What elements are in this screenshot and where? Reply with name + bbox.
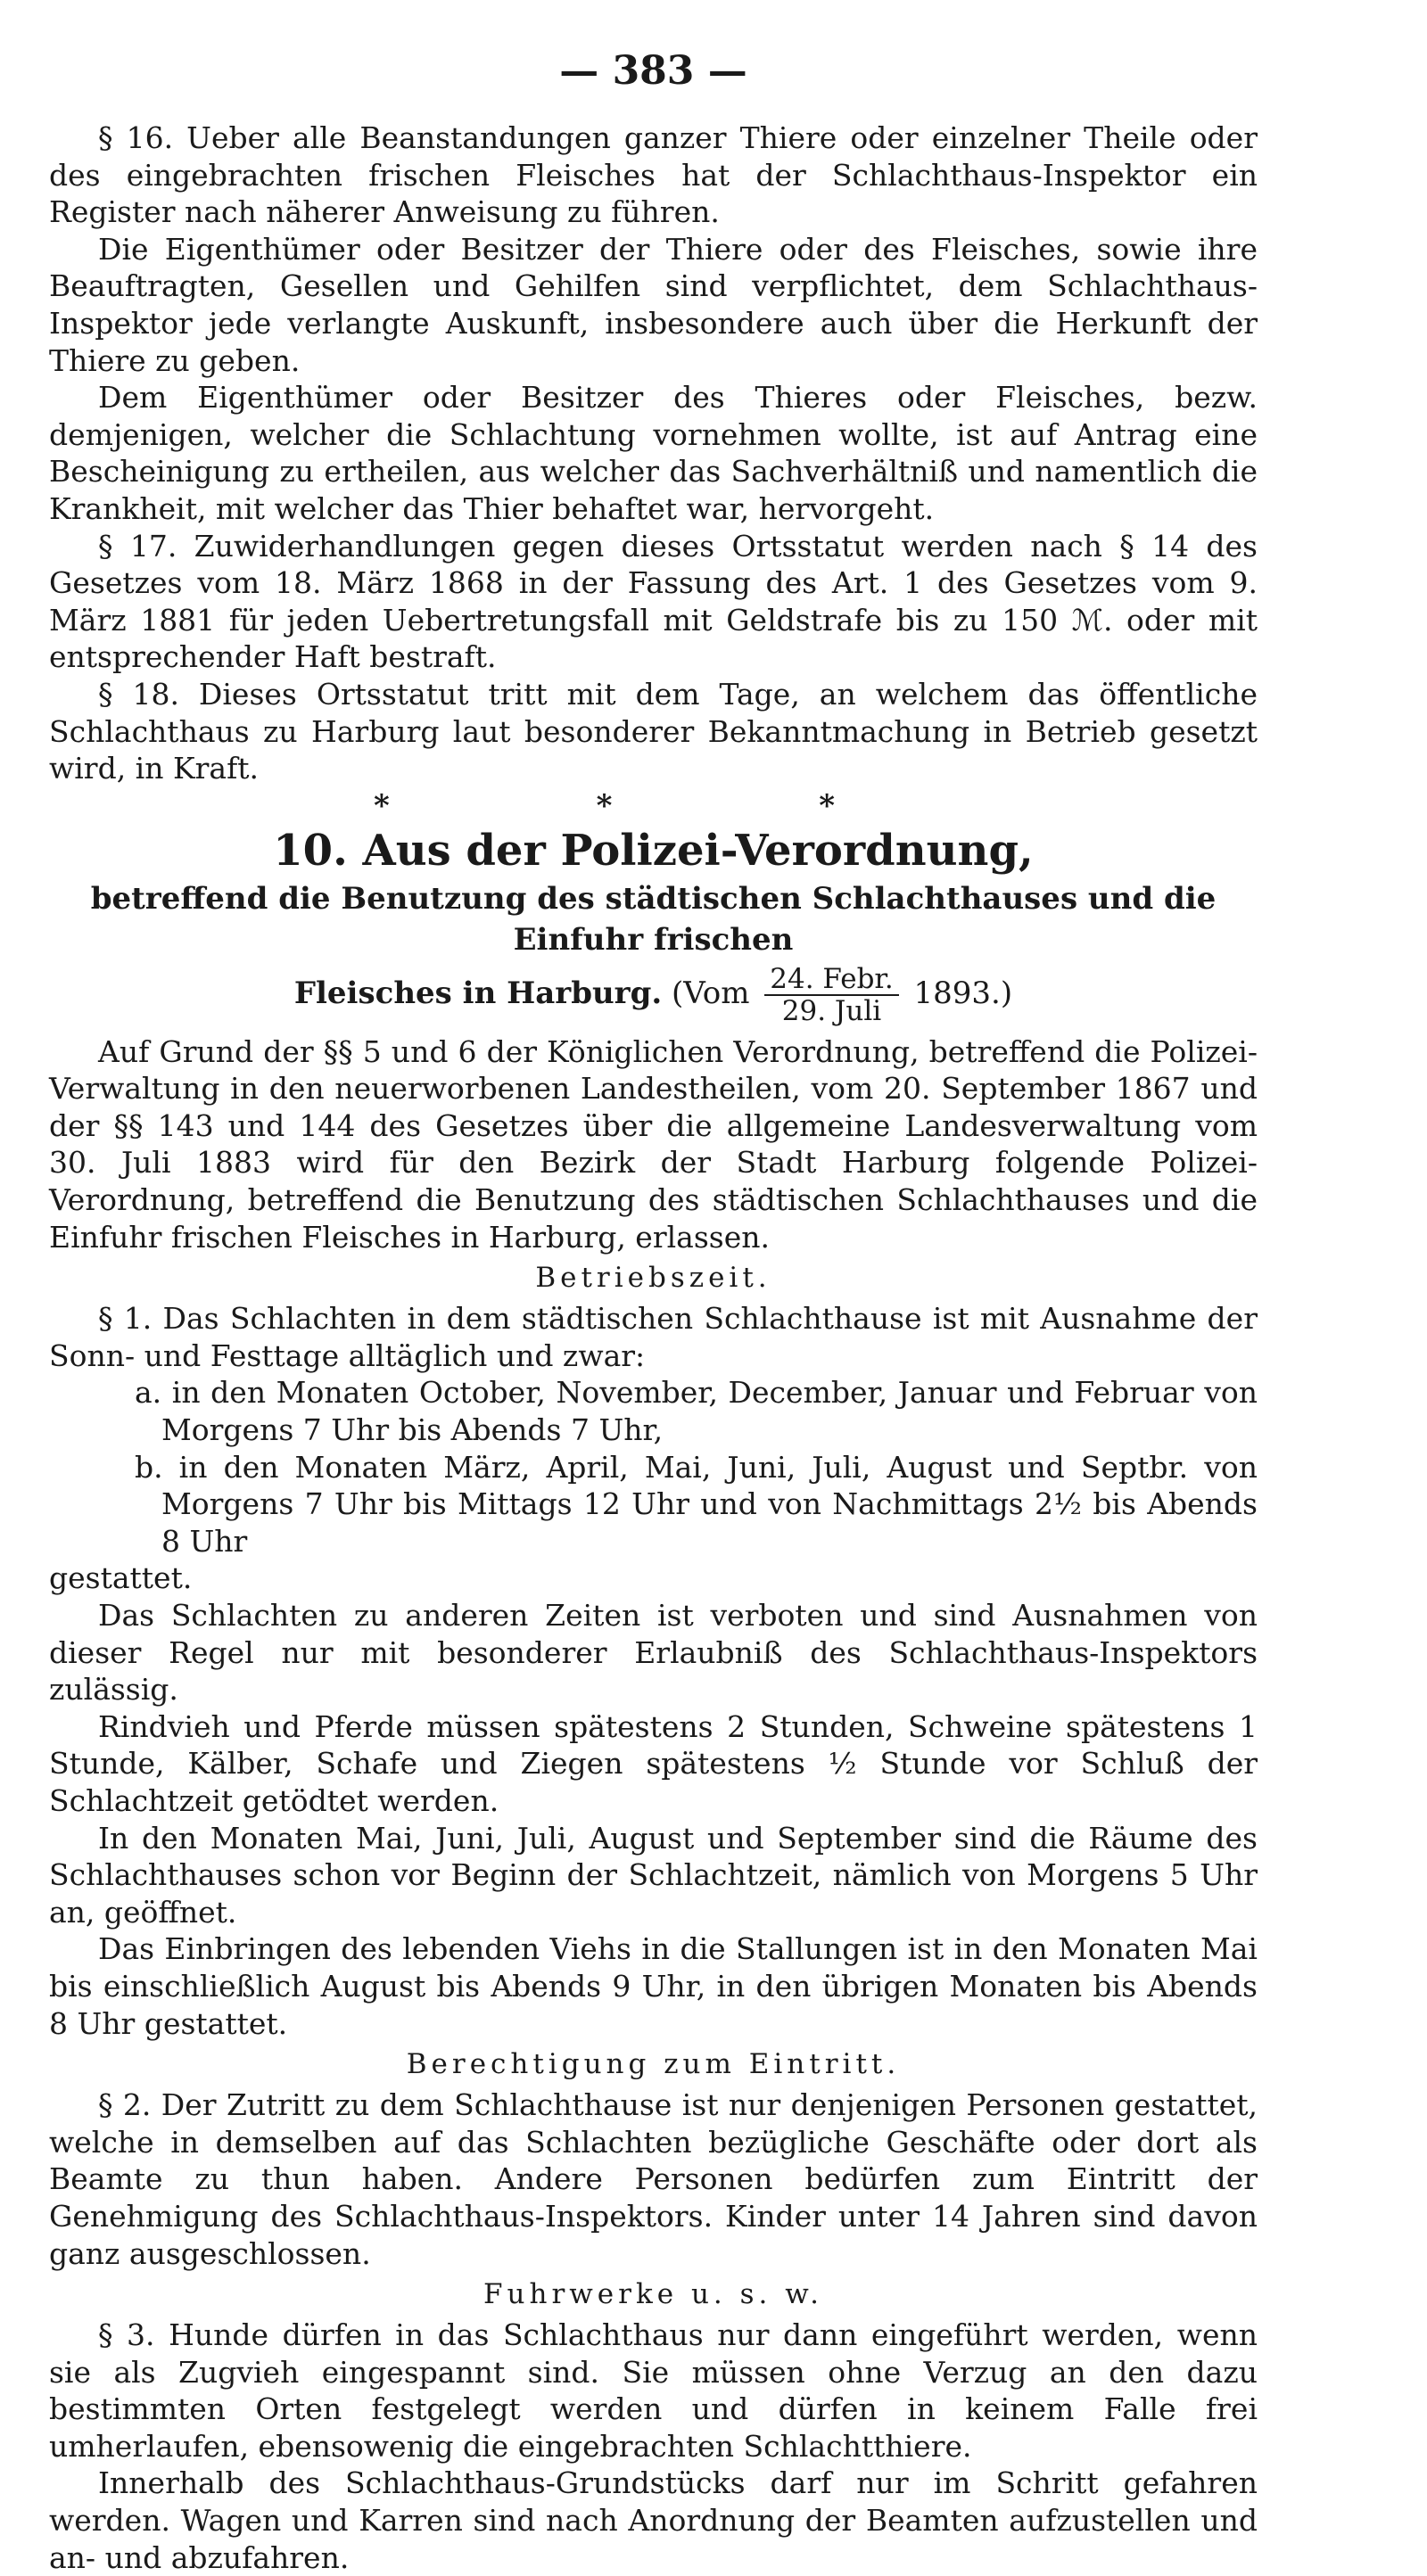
section-subheading: betreffend die Benutzung des städtischen Schlachthauses und die Einfuhr frischen: [90, 880, 1217, 958]
paragraph-2: § 2. Der Zutritt zu dem Schlachthause ist nur denjenigen Personen gestattet, welche in demselben auf das Schlachten bezügliche Geschäfte oder dort als Beamte zu thun haben. Andere Personen bedürfen zum Eintritt der Genehmigung des Schlachthaus-Inspektors. Kinder unter 14 Jahren sind davon ganz ausgeschlossen.: [49, 2087, 1258, 2271]
paragraph-18: § 18. Dieses Ortsstatut tritt mit dem Tage, an welchem das öffentliche Schlachthaus zu Harburg laut besonderer Bekanntmachung in Betrieb gesetzt wird, in Kraft.: [49, 676, 1258, 786]
list-opening-hours: [49, 1374, 1258, 1560]
paragraph-1-c: Rindvieh und Pferde müssen spätestens 2 Stunden, Schweine spätestens 1 Stunde, Kälber, Schafe und Ziegen spätestens ½ Stunde vor Schluß der Schlachtzeit getödtet werden.: [49, 1708, 1258, 1818]
section-subheading-date-line: [49, 964, 1258, 1026]
paragraph-1-e: Das Einbringen des lebenden Viehs in die Stallungen ist in den Monaten Mai bis einschließlich August bis Abends 9 Uhr, in den übrigen Monaten bis Abends 8 Uhr gestattet.: [49, 1931, 1258, 2041]
section-title-eintritt: Berechtigung zum Eintritt.: [406, 2048, 901, 2081]
paragraph-1: § 1. Das Schlachten in dem städtischen Schlachthause ist mit Ausnahme der Sonn- und Festtage alltäglich und zwar:: [49, 1301, 1258, 1373]
paragraph-1-d: In den Monaten Mai, Juni, Juli, August und September sind die Räume des Schlachthauses schon vor Beginn der Schlachtzeit, nämlich von Morgens 5 Uhr an, geöffnet.: [49, 1820, 1258, 1930]
section-heading: 10. Aus der Polizei-Verordnung,: [273, 825, 1034, 876]
date-prefix: (Vom: [672, 975, 750, 1011]
paragraph-3-b: Innerhalb des Schlachthaus-Grundstücks darf nur im Schritt gefahren werden. Wagen und Karren sind nach Anordnung der Beamten aufzustellen und an- und abzufahren.: [49, 2465, 1258, 2575]
date-numerator: 24. Febr.: [764, 964, 898, 996]
paragraph-16-a: § 16. Ueber alle Beanstandungen ganzer Thiere oder einzelner Theile oder des eingebrachten frischen Fleisches hat der Schlachthaus-Inspektor ein Register nach näherer Anweisung zu führen.: [49, 120, 1258, 230]
list-item-b: b. in den Monaten März, April, Mai, Juni, Juli, August und Septbr. von Morgens 7 Uhr bis Mittags 12 Uhr und von Nachmittags 2½ bis Abends 8 Uhr: [135, 1449, 1258, 1559]
page-number: — 383 —: [559, 48, 747, 94]
section-title-betriebszeit: Betriebszeit.: [535, 1262, 771, 1295]
subheading-place: Fleisches in Harburg.: [293, 975, 663, 1011]
date-suffix: 1893.): [913, 975, 1013, 1011]
paragraph-3: § 3. Hunde dürfen in das Schlachthaus nur dann eingeführt werden, wenn sie als Zugvieh eingespannt sind. Sie müssen ohne Verzug an den dazu bestimmten Orten festgelegt werden und dürfen in keinem Falle frei umherlaufen, ebensowenig die eingebrachten Schlachtthiere.: [49, 2317, 1258, 2464]
date-denominator: 29. Juli: [781, 994, 882, 1027]
paragraph-1-b: Das Schlachten zu anderen Zeiten ist verboten und sind Ausnahmen von dieser Regel nur mit besonderer Erlaubniß des Schlachthaus-Inspektors zulässig.: [49, 1598, 1258, 1708]
paragraph-16-c: Dem Eigenthümer oder Besitzer des Thieres oder Fleisches, bezw. demjenigen, welcher die Schlachtung vornehmen wollte, ist auf Antrag eine Bescheinigung zu ertheilen, aus welcher das Sachverhältniß und namentlich die Krankheit, mit welcher das Thier behaftet war, hervorgeht.: [49, 380, 1258, 526]
section-title-fuhrwerke: Fuhrwerke u. s. w.: [483, 2278, 823, 2311]
paragraph-1-gestattet: gestattet.: [49, 1560, 193, 1596]
paragraph-17: § 17. Zuwiderhandlungen gegen dieses Ortsstatut werden nach § 14 des Gesetzes vom 18. März 1868 in der Fassung des Art. 1 des Gesetzes vom 9. März 1881 für jeden Uebertretungsfall mit Geldstrafe bis zu 150 ℳ. oder mit entsprechender Haft bestraft.: [49, 528, 1258, 675]
date-fraction: [764, 964, 898, 1026]
list-item-a: a. in den Monaten October, November, December, Januar und Februar von Morgens 7 Uhr bis Abends 7 Uhr,: [135, 1375, 1258, 1448]
section-separator-stars: * * *: [373, 787, 933, 824]
paragraph-16-b: Die Eigenthümer oder Besitzer der Thiere oder des Fleisches, sowie ihre Beauftragten, Gesellen und Gehilfen sind verpflichtet, dem Schlachthaus-Inspektor jede verlangte Auskunft, insbesondere auch über die Herkunft der Thiere zu geben.: [49, 231, 1258, 378]
intro-paragraph: Auf Grund der §§ 5 und 6 der Königlichen Verordnung, betreffend die Polizei-Verwaltung in den neuerworbenen Landestheilen, vom 20. September 1867 und der §§ 143 und 144 des Gesetzes über die allgemeine Landesverwaltung vom 30. Juli 1883 wird für den Bezirk der Stadt Harburg folgende Polizei-Verordnung, betreffend die Benutzung des städtischen Schlachthauses und die Einfuhr frischen Fleisches in Harburg, erlassen.: [49, 1033, 1258, 1255]
